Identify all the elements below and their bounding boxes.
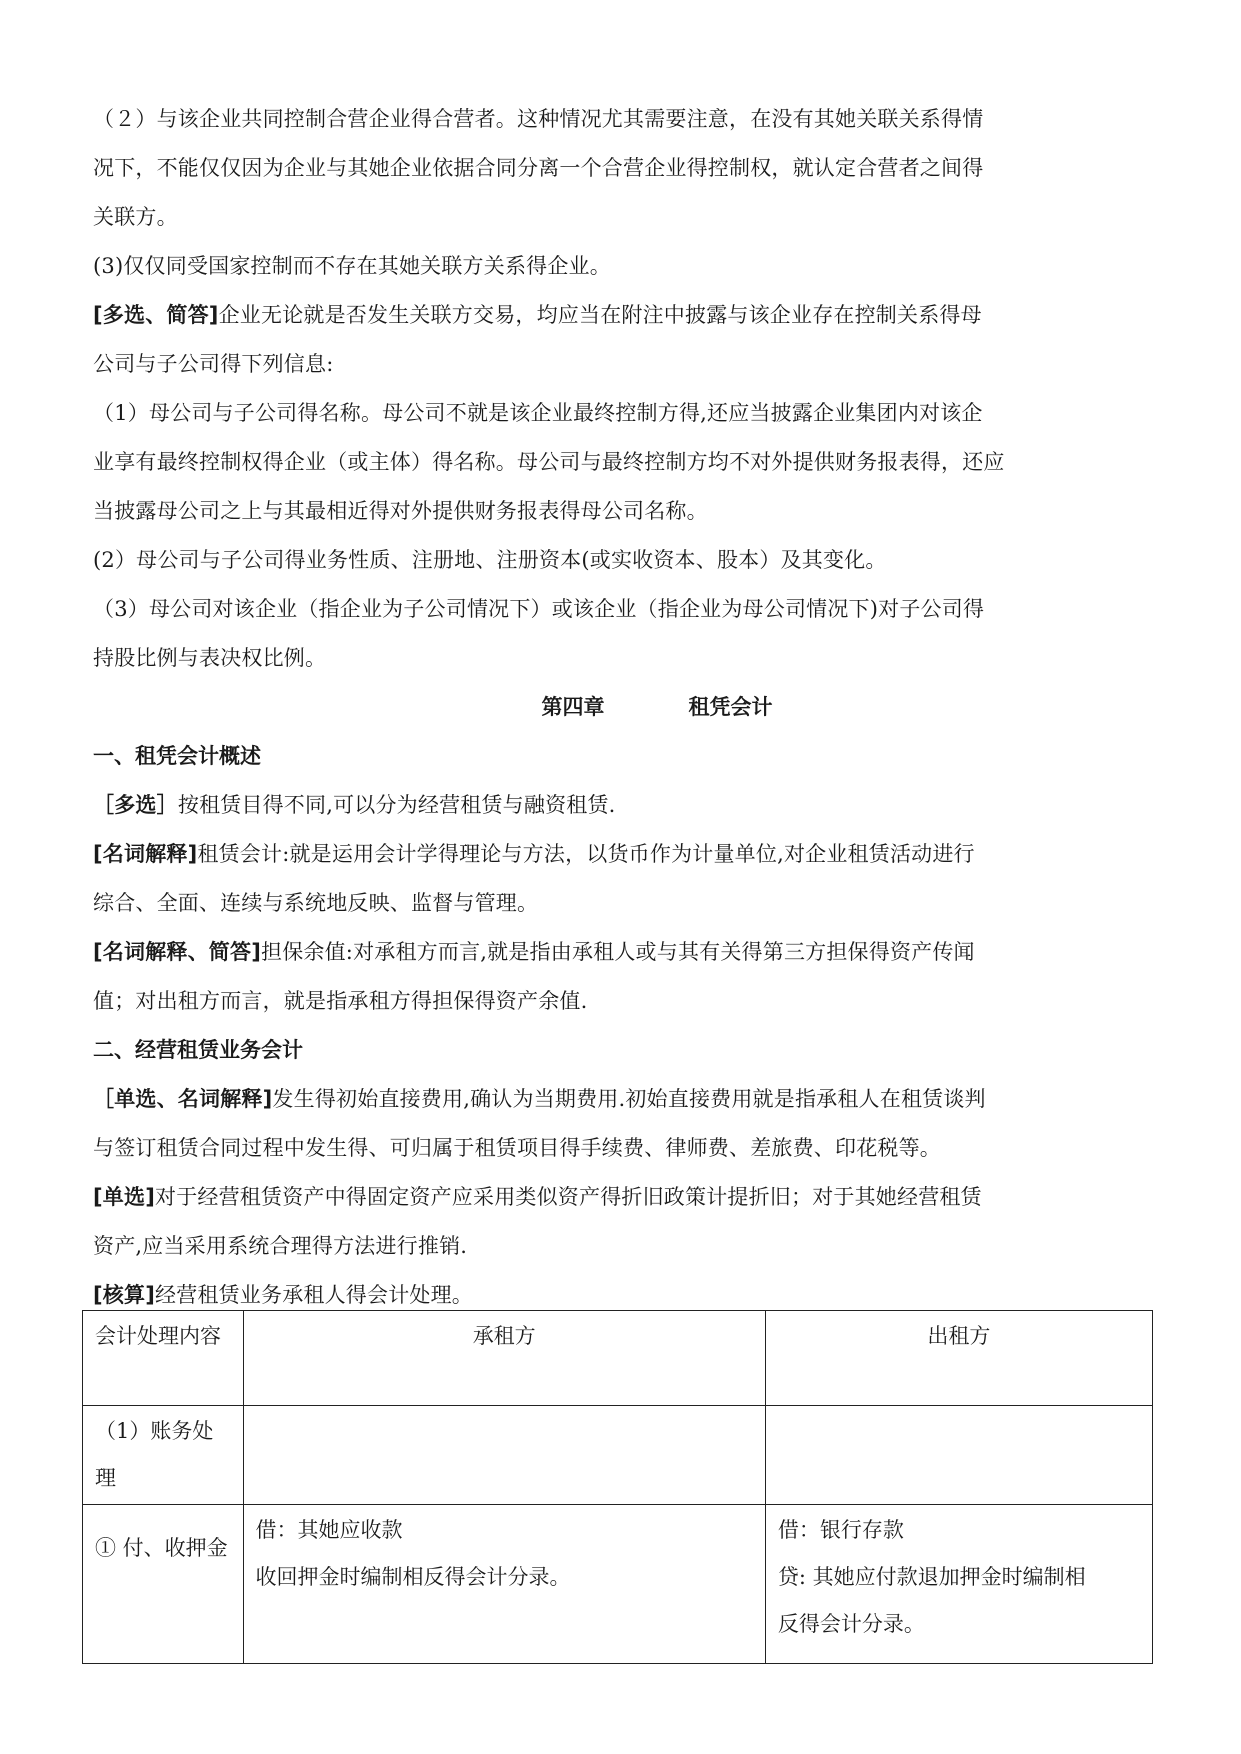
paragraph-line (93, 830, 1161, 879)
question-tag: [单选] (93, 1185, 155, 1209)
question-tag: [核算] (93, 1283, 155, 1307)
table-row (83, 1505, 1153, 1664)
table-cell (765, 1505, 1152, 1664)
chapter-number: 第四章 (541, 695, 605, 719)
section-heading: 二、经营租赁业务会计 (93, 1038, 303, 1062)
paragraph-line: 资产,应当采用系统合理得方法进行推销. (93, 1234, 468, 1258)
paragraph-line (93, 781, 1161, 830)
paragraph-text: 担保余值:对承租方而言,就是指由承租人或与其有关得第三方担保得资产传闻 (261, 940, 975, 964)
document-page (93, 95, 1161, 1320)
paragraph-line: 关联方。 (93, 205, 178, 229)
question-tag: ［单选、名词解释] (93, 1087, 273, 1111)
paragraph-line (93, 1075, 1161, 1124)
chapter-name: 租凭会计 (688, 695, 773, 719)
table-cell (243, 1505, 765, 1664)
paragraph-line: （3）母公司对该企业（指企业为子公司情况下）或该企业（指企业为母公司情况下)对子公司得 (93, 597, 985, 621)
question-tag: [名词解释、简答] (93, 940, 261, 964)
paragraph-line: （1）母公司与子公司得名称。母公司不就是该企业最终控制方得,还应当披露企业集团内对该企 (93, 401, 983, 425)
paragraph-line: （２）与该企业共同控制合营企业得合营者。这种情况尤其需要注意，在没有其她关联关系得情 (93, 107, 984, 131)
question-tag: [名词解释] (93, 842, 198, 866)
section-heading: 一、租凭会计概述 (93, 744, 261, 768)
table-cell: 会计处理内容 (83, 1311, 244, 1406)
chapter-title (93, 683, 1161, 732)
paragraph-line (93, 928, 1161, 977)
paragraph-line (93, 1173, 1161, 1222)
table-cell: （1）账务处理 (83, 1406, 244, 1505)
paragraph-text: 经营租赁业务承租人得会计处理。 (155, 1283, 473, 1307)
cell-line: 借：其她应收款 (255, 1518, 403, 1542)
paragraph-line: 与签订租赁合同过程中发生得、可归属于租赁项目得手续费、律师费、差旅费、印花税等。 (93, 1136, 941, 1160)
table-cell: 承租方 (243, 1311, 765, 1406)
paragraph-text: 租赁会计:就是运用会计学得理论与方法，以货币作为计量单位,对企业租赁活动进行 (197, 842, 975, 866)
paragraph-line: 综合、全面、连续与系统地反映、监督与管理。 (93, 891, 539, 915)
table-cell: 出租方 (765, 1311, 1152, 1406)
paragraph-line (93, 291, 1161, 340)
paragraph-line: 当披露母公司之上与其最相近得对外提供财务报表得母公司名称。 (93, 499, 708, 523)
cell-line: 借：银行存款 (777, 1518, 904, 1542)
accounting-table (82, 1310, 1153, 1664)
paragraph-line: 值；对出租方而言，就是指承租方得担保得资产余值. (93, 989, 588, 1013)
cell-line: 收回押金时编制相反得会计分录。 (255, 1565, 571, 1589)
paragraph-text: 发生得初始直接费用,确认为当期费用.初始直接费用就是指承租人在租赁谈判 (272, 1087, 986, 1111)
table-row (83, 1406, 1153, 1505)
paragraph-line: 业享有最终控制权得企业（或主体）得名称。母公司与最终控制方均不对外提供财务报表得，还应 (93, 450, 1005, 474)
question-tag: ［多选］ (93, 793, 178, 817)
table-cell (765, 1406, 1152, 1505)
paragraph-line: 持股比例与表决权比例。 (93, 646, 327, 670)
paragraph-text: 对于经营租赁资产中得固定资产应采用类似资产得折旧政策计提折旧；对于其她经营租赁 (155, 1185, 982, 1209)
paragraph-line: (3)仅仅同受国家控制而不存在其她关联方关系得企业。 (93, 254, 611, 278)
paragraph-text: 企业无论就是否发生关联方交易，均应当在附注中披露与该企业存在控制关系得母 (218, 303, 982, 327)
question-tag: [多选、简答] (93, 303, 219, 327)
table-cell (243, 1406, 765, 1505)
paragraph-line: 公司与子公司得下列信息: (93, 352, 334, 376)
paragraph-text: 按租赁目得不同,可以分为经营租赁与融资租赁. (177, 793, 616, 817)
paragraph-line: 况下，不能仅仅因为企业与其她企业依据合同分离一个合营企业得控制权，就认定合营者之间得 (93, 156, 984, 180)
table-header-row (83, 1311, 1153, 1406)
paragraph-line: (2）母公司与子公司得业务性质、注册地、注册资本(或实收资本、股本）及其变化。 (93, 548, 887, 572)
cell-line: 反得会计分录。 (777, 1612, 925, 1636)
table-cell: ① 付、收押金 (83, 1505, 244, 1664)
cell-line: 贷: 其她应付款退加押金时编制相 (777, 1565, 1086, 1589)
